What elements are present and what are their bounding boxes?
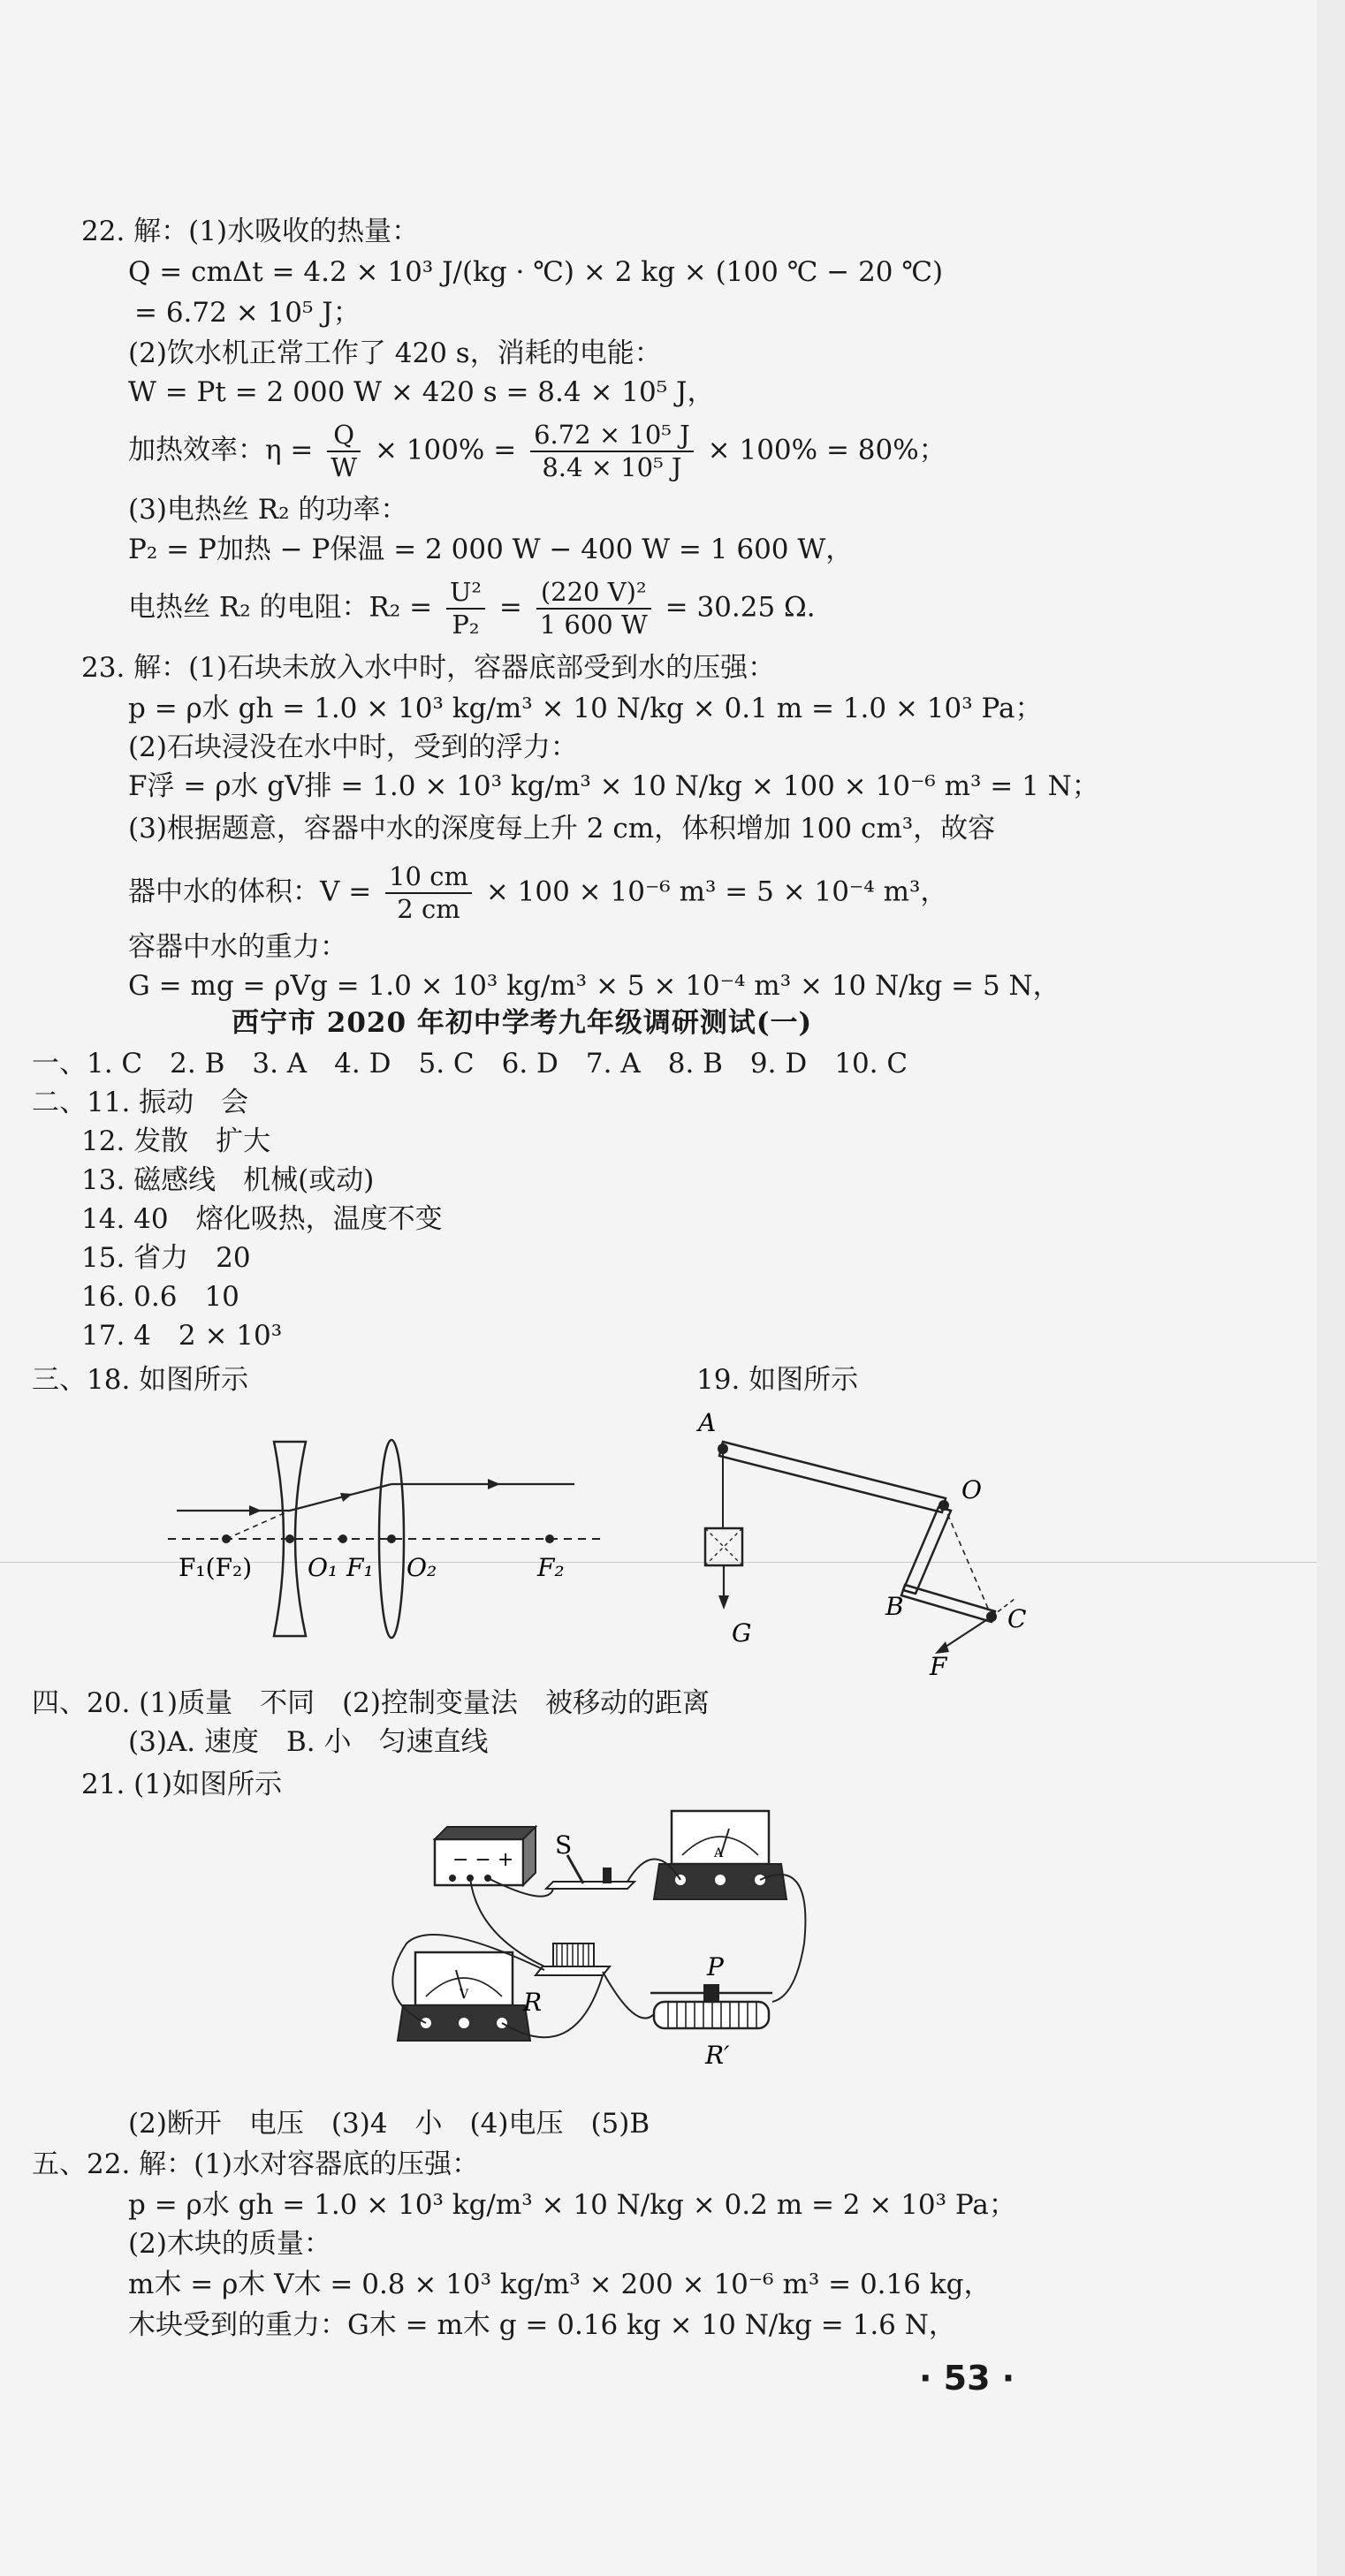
label-f1f2: F₁(F₂) [179, 1553, 253, 1582]
fraction-q-over-w [327, 422, 361, 481]
volume-label: 器中水的体积：V = [128, 875, 372, 908]
lever-diagram [680, 1396, 1069, 1678]
fraction-depth-ratio [385, 861, 472, 924]
resistor-base [536, 1966, 610, 1975]
efficiency-result: × 100% = 80%； [707, 434, 946, 466]
answer-16: 16. 0.6 10 [81, 1281, 239, 1313]
q22-line-2: Q = cmΔt = 4.2 × 10³ J/(kg · ℃) × 2 kg × (100 ℃ − 20 ℃) [128, 256, 944, 288]
q23-line-5: (3)根据题意，容器中水的深度每上升 2 cm，体积增加 100 cm³，故容 [128, 813, 996, 845]
label-c: C [1007, 1604, 1027, 1633]
q21-line-2: (2)断开 电压 (3)4 小 (4)电压 (5)B [128, 2108, 650, 2140]
label-switch: S [555, 1830, 573, 1860]
fraction-denominator: P₂ [452, 610, 480, 640]
ammeter-terminal [715, 1875, 726, 1885]
answer-13: 13. 磁感线 机械(或动) [81, 1164, 375, 1196]
label-r: R [523, 1988, 543, 2017]
label-o1: O₁ [308, 1553, 338, 1582]
q22b-line-1: 五、22. 解：(1)水对容器底的压强： [32, 2148, 480, 2180]
fraction-u2-over-p2 [446, 577, 485, 640]
supply-terminal-symbols: − − + [452, 1849, 514, 1871]
answer-14: 14. 40 熔化吸热，温度不变 [81, 1203, 443, 1235]
answer-15: 15. 省力 20 [81, 1242, 251, 1274]
label-f2: F₂ [537, 1553, 565, 1582]
virtual-extension [226, 1511, 290, 1539]
q23-line-2: p = ρ水 gh = 1.0 × 10³ kg/m³ × 10 N/kg × 0.1 m = 1.0 × 10³ Pa； [128, 693, 1043, 724]
lens-ray-diagram [159, 1431, 619, 1652]
q21-line-1: 21. (1)如图所示 [81, 1769, 283, 1800]
q22-line-3: = 6.72 × 10⁵ J； [134, 297, 361, 329]
label-f: F [930, 1652, 947, 1678]
ray-arrow [488, 1479, 500, 1489]
voltmeter-symbol: V [460, 1988, 469, 2002]
fraction-denominator: 1 600 W [539, 610, 648, 640]
q23-line-1: 23. 解：(1)石块未放入水中时，容器底部受到水的压强： [81, 652, 776, 684]
circuit-diagram [371, 1802, 831, 2102]
lever-arm-ob [903, 1507, 951, 1594]
ray-arrow [340, 1493, 353, 1502]
efficiency-label: 加热效率：η = [128, 434, 314, 466]
switch-base [546, 1882, 635, 1889]
fraction-denominator: W [331, 452, 358, 482]
label-g: G [732, 1618, 752, 1648]
volume-result: × 100 × 10⁻⁶ m³ = 5 × 10⁻⁴ m³， [485, 875, 948, 908]
rheostat-body [654, 2002, 769, 2028]
answer-19: 19. 如图所示 [696, 1364, 859, 1396]
answer-12: 12. 发散 扩大 [81, 1125, 271, 1157]
fraction-energy-values [530, 422, 694, 481]
q23-line-7: 容器中水的重力： [128, 931, 347, 963]
label-rprime: R′ [705, 2041, 730, 2070]
wire [603, 1972, 654, 2019]
moment-arm [944, 1505, 992, 1617]
fraction-denominator: 2 cm [397, 894, 460, 924]
optical-center [285, 1534, 294, 1543]
q22b-line-2: p = ρ水 gh = 1.0 × 10³ kg/m³ × 10 N/kg × 0.2 m = 2 × 10³ Pa； [128, 2189, 1016, 2221]
ray-arrow [249, 1505, 262, 1516]
rheostat-slider [703, 1984, 719, 2002]
q22-line-4: (2)饮水机正常工作了 420 s，消耗的电能： [128, 337, 662, 369]
resistance-result: = 30.25 Ω. [665, 591, 816, 624]
q22-line-8: P₂ = P加热 − P保温 = 2 000 W − 400 W = 1 600 W， [128, 534, 854, 565]
supply-terminal [449, 1875, 456, 1882]
lever-arm-bc [901, 1585, 995, 1622]
label-f1: F₁ [346, 1553, 374, 1582]
q22b-line-3: (2)木块的质量： [128, 2228, 331, 2260]
voltmeter-terminal [459, 2018, 469, 2028]
label-o: O [961, 1475, 982, 1504]
section-title: 西宁市 2020 年初中学考九年级调研测试(一) [232, 1007, 813, 1039]
q22-resistance-line [128, 577, 816, 640]
fraction-numerator: U² [446, 580, 485, 610]
q23-volume-line [128, 861, 948, 924]
fraction-voltage-power [536, 577, 651, 640]
answer-18: 三、18. 如图所示 [32, 1364, 249, 1396]
fraction-denominator: 8.4 × 10⁵ J [542, 452, 682, 482]
optical-center [387, 1534, 396, 1543]
answers-section-two: 二、11. 振动 会 [32, 1087, 249, 1118]
label-p: P [707, 1952, 724, 1981]
resistance-label: 电热丝 R₂ 的电阻：R₂ = [128, 591, 433, 624]
q22-line-7: (3)电热丝 R₂ 的功率： [128, 494, 408, 526]
answers-section-one: 一、1. C 2. B 3. A 4. D 5. C 6. D 7. A 8. B 9. D 10. C [32, 1048, 908, 1080]
force-arrow [940, 1617, 992, 1650]
power-supply-top [435, 1827, 536, 1839]
efficiency-mid: × 100% = [374, 434, 517, 466]
focus-point [545, 1534, 554, 1543]
fraction-numerator: (220 V)² [536, 580, 651, 610]
q22-efficiency-line [128, 422, 946, 481]
label-o2: O₂ [407, 1553, 437, 1582]
q23-line-4: F浮 = ρ水 gV排 = 1.0 × 10³ kg/m³ × 10 N/kg × 100 × 10⁻⁶ m³ = 1 N； [128, 770, 1099, 802]
diverging-ray [290, 1484, 391, 1511]
fraction-numerator: 6.72 × 10⁵ J [530, 422, 694, 452]
answer-17: 17. 4 2 × 10³ [81, 1320, 283, 1352]
q22-line-1: 22. 解：(1)水吸收的热量： [81, 216, 420, 247]
switch-contact [603, 1868, 612, 1883]
label-b: B [885, 1592, 904, 1621]
focus-point [338, 1534, 347, 1543]
lever-arm-ao [719, 1442, 946, 1512]
q20-line-2: (3)A. 速度 B. 小 匀速直线 [128, 1726, 489, 1758]
q23-line-8: G = mg = ρVg = 1.0 × 10³ kg/m³ × 5 × 10⁻⁴ m³ × 10 N/kg = 5 N， [128, 970, 1060, 1002]
focus-point [222, 1534, 231, 1543]
resistor-windings [557, 1943, 589, 1966]
fraction-numerator: Q [327, 422, 361, 452]
q23-line-3: (2)石块浸没在水中时，受到的浮力： [128, 731, 578, 763]
ammeter-symbol: A [714, 1846, 724, 1860]
fraction-numerator: 10 cm [385, 864, 472, 894]
page-number: · 53 · [919, 2359, 1015, 2398]
gravity-arrowhead [718, 1595, 729, 1610]
q20-line-1: 四、20. (1)质量 不同 (2)控制变量法 被移动的距离 [32, 1687, 710, 1719]
q22-line-5: W = Pt = 2 000 W × 420 s = 8.4 × 10⁵ J， [128, 376, 715, 408]
q22b-line-5: 木块受到的重力：G木 = m木 g = 0.16 kg × 10 N/kg = 1.6 N， [128, 2309, 956, 2341]
page-edge [1317, 0, 1345, 2576]
resistance-eq: = [498, 591, 522, 624]
label-a: A [698, 1408, 717, 1437]
resistor-coil [553, 1943, 594, 1966]
q22b-line-4: m木 = ρ木 V木 = 0.8 × 10³ kg/m³ × 200 × 10⁻⁶ m³ = 0.16 kg， [128, 2269, 992, 2300]
